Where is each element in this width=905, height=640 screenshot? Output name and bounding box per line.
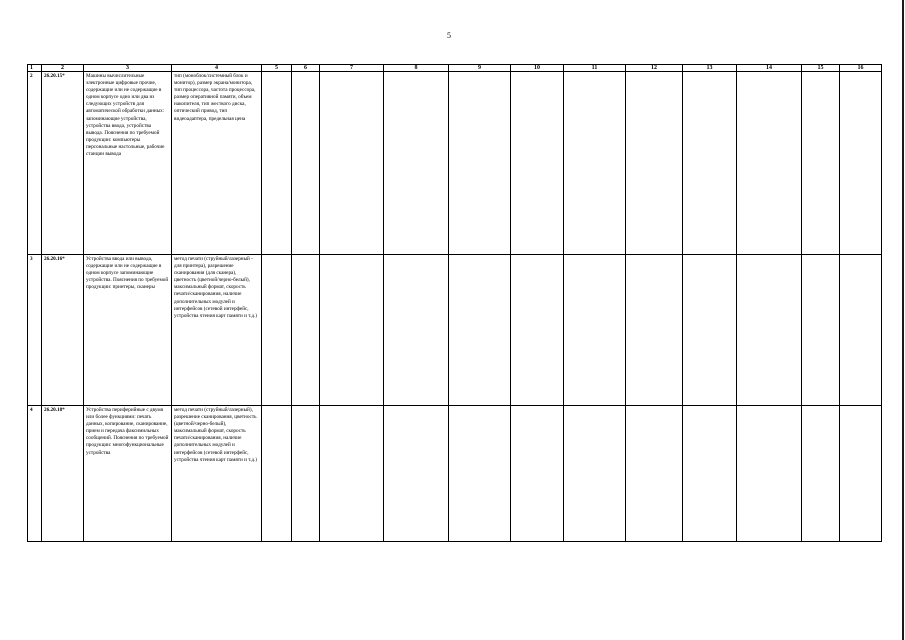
- product-name: Машины вычислительные электронные цифровые прочие, содержащие или не содержащие в одном корпусе одно или два из следующих устройств для автоматической обработки данных: запоминающие устройства, устройства ввода, устройства вывода. Пояснения по требуемой продукции: компьютеры персональные настольные, рабочие станции вывода: [84, 72, 172, 255]
- col-header-5: 5: [262, 65, 292, 72]
- col-header-13: 13: [683, 65, 737, 72]
- row-number: 3: [28, 255, 42, 406]
- empty-cell: [384, 72, 449, 255]
- empty-cell: [737, 72, 802, 255]
- empty-cell: [802, 255, 840, 406]
- empty-cell: [449, 406, 511, 542]
- product-characteristics: тип (моноблок/системный блок и монитор), размер экрана/монитора, тип процессора, частота процессора, размер оперативной памяти, объем накопителя, тип жесткого диска, оптический привод, тип видеоадаптера, предельная цена: [172, 72, 262, 255]
- col-header-8: 8: [384, 65, 449, 72]
- col-header-16: 16: [840, 65, 882, 72]
- empty-cell: [292, 72, 320, 255]
- empty-cell: [840, 72, 882, 255]
- table-row: [28, 255, 882, 406]
- empty-cell: [320, 255, 384, 406]
- scan-edge-line: [902, 0, 904, 640]
- col-header-1: 1: [28, 65, 42, 72]
- empty-cell: [511, 72, 564, 255]
- empty-cell: [511, 406, 564, 542]
- empty-cell: [292, 406, 320, 542]
- empty-cell: [262, 72, 292, 255]
- col-header-10: 10: [511, 65, 564, 72]
- okpd-code: 26.20.16*: [42, 255, 84, 406]
- col-header-12: 12: [626, 65, 683, 72]
- empty-cell: [292, 255, 320, 406]
- empty-cell: [626, 406, 683, 542]
- col-header-9: 9: [449, 65, 511, 72]
- table-row: [28, 406, 882, 542]
- empty-cell: [320, 72, 384, 255]
- empty-cell: [564, 406, 626, 542]
- empty-cell: [626, 255, 683, 406]
- col-header-4: 4: [172, 65, 262, 72]
- empty-cell: [262, 406, 292, 542]
- page-number: 5: [447, 31, 451, 40]
- empty-cell: [511, 255, 564, 406]
- empty-cell: [564, 255, 626, 406]
- okpd-code: 26.20.18*: [42, 406, 84, 542]
- product-name: Устройства периферийные с двумя или более функциями: печать данных, копирование, сканирование, прием и передача факсимильных сообщений. Пояснения по требуемой продукции: многофункциональные устройства: [84, 406, 172, 542]
- empty-cell: [683, 72, 737, 255]
- row-number: 4: [28, 406, 42, 542]
- empty-cell: [262, 255, 292, 406]
- empty-cell: [802, 72, 840, 255]
- empty-cell: [840, 255, 882, 406]
- col-header-11: 11: [564, 65, 626, 72]
- empty-cell: [564, 72, 626, 255]
- col-header-15: 15: [802, 65, 840, 72]
- empty-cell: [449, 72, 511, 255]
- product-characteristics: метод печати (струйный/лазерный), разрешение сканирования, цветность (цветной/черно-белый), максимальный формат, скорость печати/сканирования, наличие дополнительных модулей и интерфейсов (сетевой интерфейс, устройства чтения карт памяти и т.д.): [172, 406, 262, 542]
- empty-cell: [683, 406, 737, 542]
- empty-cell: [449, 255, 511, 406]
- okpd-code: 26.20.15*: [42, 72, 84, 255]
- empty-cell: [683, 255, 737, 406]
- table-row: [28, 72, 882, 255]
- col-header-6: 6: [292, 65, 320, 72]
- row-number: 2: [28, 72, 42, 255]
- empty-cell: [737, 406, 802, 542]
- col-header-3: 3: [84, 65, 172, 72]
- empty-cell: [384, 255, 449, 406]
- product-characteristics: метод печати (струйный/лазерный - для принтера), разрешение сканирования (для сканера), цветность (цветной/черно-белый), максимальный формат, скорость печати/сканирования, наличие дополнительных модулей и интерфейсов (сетевой интерфейс, устройства чтения карт памяти и т.д.): [172, 255, 262, 406]
- col-header-2: 2: [42, 65, 84, 72]
- empty-cell: [802, 406, 840, 542]
- empty-cell: [840, 406, 882, 542]
- empty-cell: [320, 406, 384, 542]
- product-name: Устройства ввода или вывода, содержащие или не содержащие в одном корпусе запоминающие устройства. Пояснения по требуемой продукции: принтеры, сканеры: [84, 255, 172, 406]
- requirements-table: [27, 64, 882, 542]
- col-header-14: 14: [737, 65, 802, 72]
- empty-cell: [737, 255, 802, 406]
- column-number-row: [28, 65, 882, 72]
- col-header-7: 7: [320, 65, 384, 72]
- empty-cell: [626, 72, 683, 255]
- empty-cell: [384, 406, 449, 542]
